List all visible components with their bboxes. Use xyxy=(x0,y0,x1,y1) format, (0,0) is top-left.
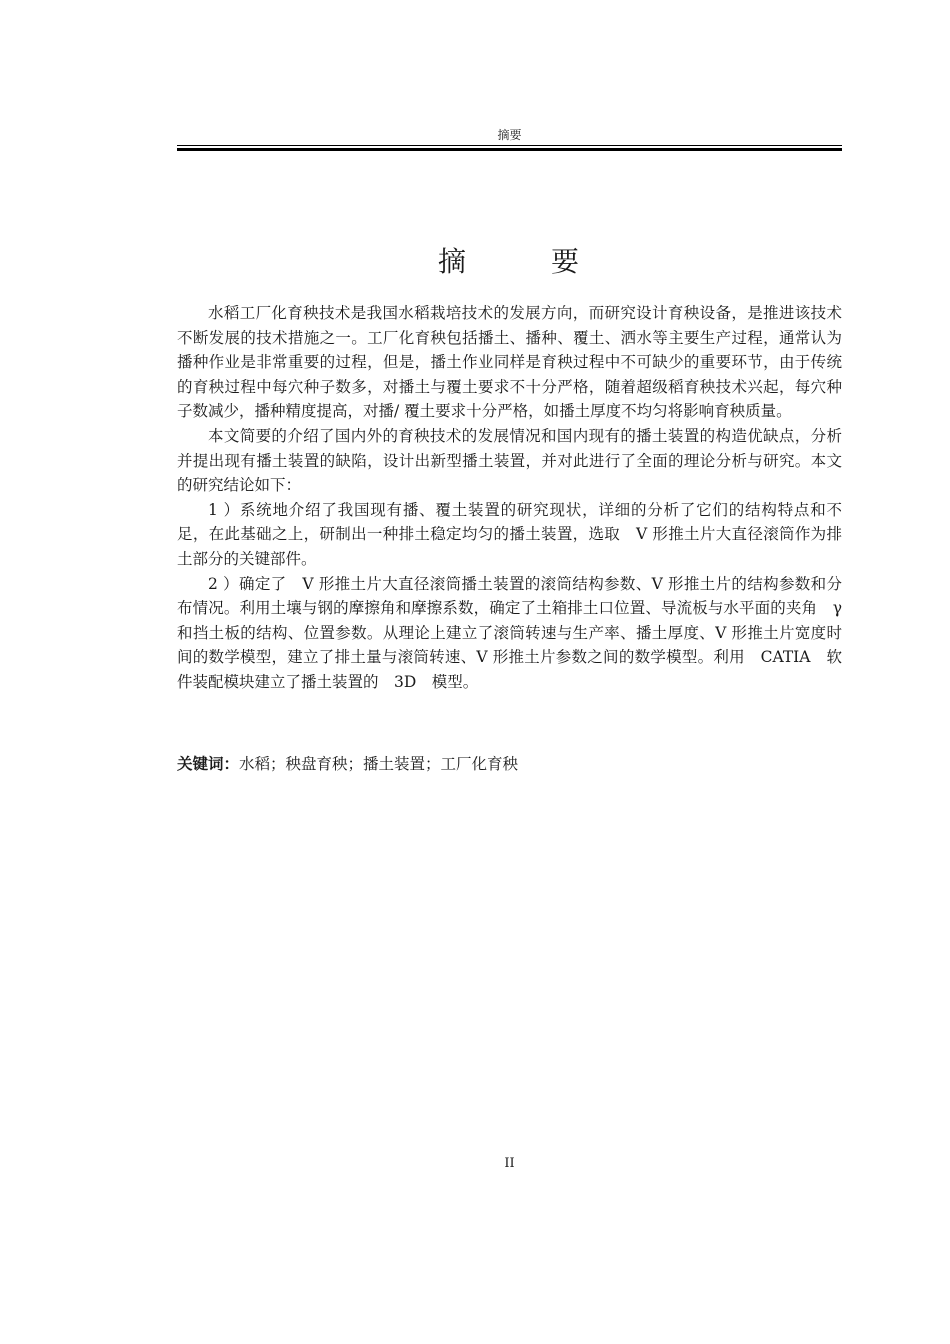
abstract-body xyxy=(177,301,858,695)
keywords-text: 水稻；秧盘育秧；播土装置；工厂化育秧 xyxy=(239,755,519,773)
header-rule xyxy=(177,145,842,151)
keywords xyxy=(177,752,842,776)
abstract-paragraph-4: 2 ）确定了 V 形推土片大直径滚筒播土装置的滚筒结构参数、V 形推土片的结构参数和分布情况。利用土壤与钢的摩擦角和摩擦系数，确定了土箱排土口位置、导流板与水平面的夹角 γ 和挡土板的结构、位置参数。从理论上建立了滚筒转速与生产率、播土厚度、V 形推土片宽度时间的数学模型，建立了排土量与滚筒转速、V 形推土片参数之间的数学模型。利用 CATIA 软件装配模块建立了播土装置的 3D 模型。 xyxy=(177,574,858,691)
page-number: II xyxy=(504,1156,515,1171)
running-header: 摘要 xyxy=(497,128,522,142)
abstract-paragraph-2: 本文简要的介绍了国内外的育秧技术的发展情况和国内现有的播土装置的构造优缺点，分析并提出现有播土装置的缺陷，设计出新型播土装置，并对此进行了全面的理论分析与研究。本文的研究结论如下： xyxy=(177,426,842,495)
abstract-title: 摘 要 xyxy=(438,245,581,278)
keywords-label: 关键词： xyxy=(177,755,240,773)
abstract-paragraph-3: 1 ）系统地介绍了我国现有播、覆土装置的研究现状，详细的分析了它们的结构特点和不足，在此基础之上，研制出一种排土稳定均匀的播土装置，选取 V 形推土片大直径滚筒作为排土部分的关键部件。 xyxy=(177,500,842,568)
abstract-paragraph-1: 水稻工厂化育秧技术是我国水稻栽培技术的发展方向，而研究设计育秧设备，是推进该技术不断发展的技术措施之一。工厂化育秧包括播土、播种、覆土、洒水等主要生产过程，通常认为播种作业是非常重要的过程，但是，播土作业同样是育秧过程中不可缺少的重要环节，由于传统的育秧过程中每穴种子数多，对播土与覆土要求不十分严格，随着超级稻育秧技术兴起，每穴种子数减少，播种精度提高，对播/ 覆土要求十分严格，如播土厚度不均匀将影响育秧质量。 xyxy=(177,304,842,421)
